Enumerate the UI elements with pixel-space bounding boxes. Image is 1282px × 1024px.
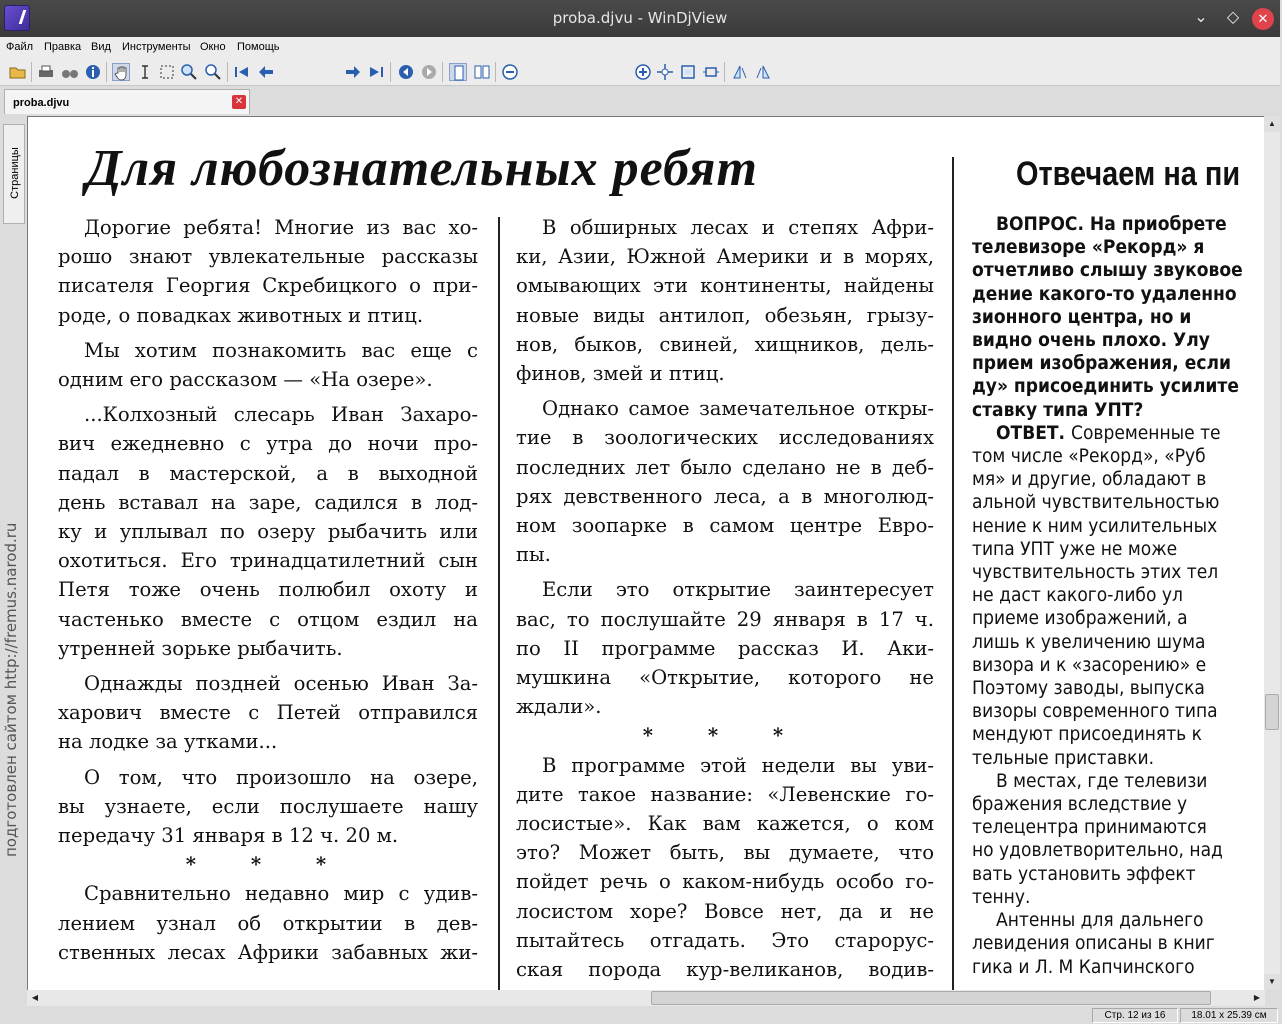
toolbar xyxy=(0,58,1280,86)
two-pages-icon[interactable] xyxy=(473,63,491,81)
text-line: вас, то послушайте 29 января в 17 ч. xyxy=(516,607,934,631)
maximize-icon[interactable]: ◇ xyxy=(1226,9,1240,26)
text-line: передачу 31 января в 12 ч. 20 м. xyxy=(58,824,399,848)
text-line: тие в зоологических исследованиях xyxy=(516,426,934,450)
window-title: proba.djvu - WinDjView xyxy=(552,9,728,27)
tab-strip xyxy=(0,87,1280,114)
menu-help[interactable]: Помощь xyxy=(237,41,280,53)
text-line: вать установить эффект xyxy=(972,862,1196,885)
text-line: ...Колхозный слесарь Иван Захаро- xyxy=(84,403,478,427)
article-column-3 xyxy=(972,213,1282,979)
scroll-down-icon[interactable]: ▼ xyxy=(1264,974,1280,990)
text-line: альной чувствительностью xyxy=(972,491,1220,514)
text-line: нение к ним усилительных xyxy=(972,514,1218,537)
text-line: мушкина «Открытие, которого не xyxy=(516,666,934,690)
column-rule xyxy=(952,157,954,997)
text-line xyxy=(972,770,1282,793)
sidebar-tab-label: Страницы xyxy=(9,147,21,199)
bold-lead: ОТВЕТ. xyxy=(996,421,1071,444)
text-line: частенько вместе с отцом ездил на xyxy=(58,607,478,631)
text-line: дите такое название: «Левенские го- xyxy=(516,782,934,806)
bold-lead: ВОПРОС. xyxy=(996,213,1090,235)
text-line: ставку типа УПТ? xyxy=(972,398,1144,421)
prev-page-icon[interactable] xyxy=(257,63,275,81)
text-line: тенну. xyxy=(972,885,1031,908)
text-line: роде, о повадках животных и птиц. xyxy=(58,303,424,327)
newspaper-page xyxy=(28,117,1266,991)
text-line: лишь к увеличению шума xyxy=(972,630,1206,653)
text-line: О том, что произошло на озере, xyxy=(84,765,478,789)
scroll-right-icon[interactable]: ▶ xyxy=(1253,993,1261,1002)
zoom-in-icon[interactable] xyxy=(634,63,652,81)
text-line: последних лет было сделано не в деб- xyxy=(516,455,934,479)
article-column-1 xyxy=(58,213,478,967)
text-line: Однако самое замечательное откры- xyxy=(542,397,934,421)
text-line: пытайтесь отгадать. Это старорус- xyxy=(516,928,934,952)
text-line: В программе этой недели вы уви- xyxy=(542,753,934,777)
text-line: видно очень плохо. Улу xyxy=(972,329,1210,352)
text-line: рошо знают увлекательные рассказы xyxy=(58,245,478,269)
column-rule xyxy=(498,217,500,997)
text-line: одним его рассказом — «На озере». xyxy=(58,368,433,392)
scroll-up-icon[interactable]: ▲ xyxy=(1264,116,1280,132)
scroll-left-icon[interactable]: ◀ xyxy=(31,993,39,1002)
status-bar xyxy=(0,1006,1280,1024)
text-line: вы узнаете, если послушаете нашу xyxy=(58,794,478,818)
sidebar xyxy=(0,114,27,1006)
close-tab-icon[interactable]: ✕ xyxy=(232,95,246,109)
next-page-icon[interactable] xyxy=(344,63,362,81)
text-line: дение какого-то удаленно xyxy=(972,282,1237,305)
rotate-left-icon[interactable] xyxy=(731,63,749,81)
menu-edit[interactable]: Правка xyxy=(44,41,82,53)
close-window-button[interactable]: ✕ xyxy=(1252,8,1274,30)
print-icon[interactable] xyxy=(37,63,55,81)
line-text: В местах, где телевизи xyxy=(996,769,1208,792)
text-line: нов, быков, свиней, хищников, дель- xyxy=(516,332,934,356)
text-line: утренней зорьке рыбачить. xyxy=(58,636,343,660)
menu-view[interactable]: Вид xyxy=(91,41,111,53)
text-line: вич ежедневно с утра до ночи про- xyxy=(58,432,478,456)
zoom-tool-icon[interactable] xyxy=(180,63,198,81)
right-headline: Отвечаем на пи xyxy=(1016,155,1241,193)
text-line: харович вместе с Петей отправился xyxy=(58,701,478,725)
forward-icon[interactable] xyxy=(420,63,438,81)
text-line: том числе «Рекорд», «Руб xyxy=(972,445,1206,468)
menu-bar xyxy=(0,37,1280,58)
tab-document[interactable] xyxy=(4,89,250,114)
text-line: визора и к «засорению» е xyxy=(972,653,1207,676)
info-icon[interactable] xyxy=(84,63,102,81)
text-line: омывающих эти континенты, найдены xyxy=(516,274,934,298)
text-select-icon[interactable] xyxy=(136,63,154,81)
text-line: приеме изображений, а xyxy=(972,607,1188,630)
text-line: Поэтому заводы, выпуска xyxy=(972,677,1205,700)
rotate-right-icon[interactable] xyxy=(754,63,772,81)
text-line: отчетливо слышу звуковое xyxy=(972,259,1243,282)
text-line: визоры современного типа xyxy=(972,700,1218,723)
status-size: 18.01 x 25.39 см xyxy=(1180,1008,1278,1023)
text-line: лением узнал об открытии в дев- xyxy=(58,911,478,935)
menu-tools[interactable]: Инструменты xyxy=(122,41,191,53)
text-line: ждали». xyxy=(516,695,602,719)
sidebar-tab-pages[interactable] xyxy=(3,124,25,224)
text-line: Мы хотим познакомить вас еще с xyxy=(84,338,478,362)
text-line: левидения описаны в книг xyxy=(972,932,1215,955)
vertical-scrollbar[interactable] xyxy=(1264,116,1280,990)
text-line: лосистые». Как вам кажется, о ком xyxy=(516,812,934,836)
menu-file[interactable]: Файл xyxy=(6,41,34,53)
text-line xyxy=(972,909,1282,932)
text-line: финов, змей и птиц. xyxy=(516,362,725,386)
text-line: прием изображения, если xyxy=(972,352,1231,375)
text-line: это? Может быть, вы думаете, что xyxy=(516,841,934,865)
first-page-icon[interactable] xyxy=(233,63,251,81)
back-icon[interactable] xyxy=(397,63,415,81)
page-headline: Для любознательных ребят xyxy=(86,140,758,197)
text-line: мя» и другие, обладают в xyxy=(972,468,1207,491)
minimize-icon[interactable]: ⌄ xyxy=(1194,9,1208,26)
text-line: ду» присоединить усилите xyxy=(972,375,1239,398)
text-line: ном зоопарке в самом центре Евро- xyxy=(516,514,934,538)
text-line: В обширных лесах и степях Афри- xyxy=(542,216,934,239)
text-line: мендуют присоединять к xyxy=(972,723,1202,746)
section-separator: * * * xyxy=(642,724,808,748)
text-line: чувствительность этих тел xyxy=(972,561,1219,584)
rect-select-icon[interactable] xyxy=(158,63,176,81)
tab-label: proba.djvu xyxy=(13,97,70,109)
binoculars-icon[interactable] xyxy=(61,63,79,81)
text-line: типа УПТ уже не може xyxy=(972,537,1178,560)
scroll-thumb[interactable] xyxy=(1265,694,1279,730)
text-line: но удовлетворительно, над xyxy=(972,839,1223,862)
text-line: ственных лесах Африки забавных жи- xyxy=(58,940,478,964)
fit-width-icon[interactable] xyxy=(656,63,674,81)
zoom-rect-icon[interactable] xyxy=(204,63,222,81)
text-line: на лодке за утками... xyxy=(58,730,278,754)
text-line: не даст какого-либо ул xyxy=(972,584,1183,607)
text-line: гика и Л. М Капчинского xyxy=(972,955,1195,978)
horizontal-scrollbar[interactable] xyxy=(27,990,1265,1006)
line-text: Современные те xyxy=(1071,421,1221,444)
text-line: ку и уплывал по озеру рыбачить или xyxy=(58,520,478,544)
status-page: Стр. 12 из 16 xyxy=(1092,1008,1178,1023)
text-line: пойдет речь о каком-нибудь особо го- xyxy=(516,870,934,894)
title-bar xyxy=(0,0,1280,37)
watermark xyxy=(0,504,23,859)
text-line: бражения вследствие у xyxy=(972,793,1188,816)
watermark-text: подготовлен сайтом http://fremus.narod.ru xyxy=(2,522,20,857)
text-line: охотиться. Его тринадцатилетний сын xyxy=(58,549,478,573)
article-column-2 xyxy=(516,213,934,1013)
line-text: На приобрете xyxy=(1089,213,1227,235)
menu-window[interactable]: Окно xyxy=(200,41,226,53)
text-line: ки, Азии, Южной Америки и в морях, xyxy=(516,245,934,269)
zoom-out-icon[interactable] xyxy=(501,63,519,81)
text-line: по II программе рассказ И. Аки- xyxy=(516,636,934,660)
text-line: Петя тоже очень полюбил охоту и xyxy=(58,578,478,602)
last-page-icon[interactable] xyxy=(367,63,385,81)
text-line: день вставал на заре, садился в лод- xyxy=(58,490,478,514)
scroll-thumb[interactable] xyxy=(651,991,1211,1005)
text-line: рях девственного леса, а в многолюд- xyxy=(516,484,934,508)
text-line: пы. xyxy=(516,543,551,567)
text-line: писателя Георгия Скребицкого о при- xyxy=(58,274,478,298)
text-line: Сравнительно недавно мир с удив- xyxy=(84,882,478,906)
document-viewer[interactable] xyxy=(27,116,1265,990)
text-line: новые виды антилоп, обезьян, грызу- xyxy=(516,303,934,327)
text-line: телецентра принимаются xyxy=(972,816,1207,839)
single-page-icon[interactable] xyxy=(449,63,467,81)
text-line: телевизоре «Рекорд» я xyxy=(972,236,1205,259)
open-folder-icon[interactable] xyxy=(9,63,27,81)
text-line: Однажды поздней осенью Иван За- xyxy=(84,672,478,696)
fit-page-icon[interactable] xyxy=(679,63,697,81)
text-line xyxy=(972,422,1282,445)
text-line: ская порода кур-великанов, водив- xyxy=(516,958,934,982)
text-line: Дорогие ребята! Многие из вас хо- xyxy=(84,216,478,239)
text-line: Если это открытие заинтересует xyxy=(542,578,934,602)
text-line: зионного центра, но и xyxy=(972,305,1192,328)
text-line: тельные приставки. xyxy=(972,746,1155,769)
hand-tool-icon[interactable] xyxy=(112,63,130,81)
line-text: Антенны для дальнего xyxy=(996,909,1204,932)
section-separator: * * * xyxy=(185,853,351,877)
actual-size-icon[interactable] xyxy=(702,63,720,81)
text-line xyxy=(972,213,1282,236)
text-line: падал в мастерской, а в выходной xyxy=(58,461,478,485)
text-line: лосистом хоре? Вовсе нет, да и не xyxy=(516,899,934,923)
